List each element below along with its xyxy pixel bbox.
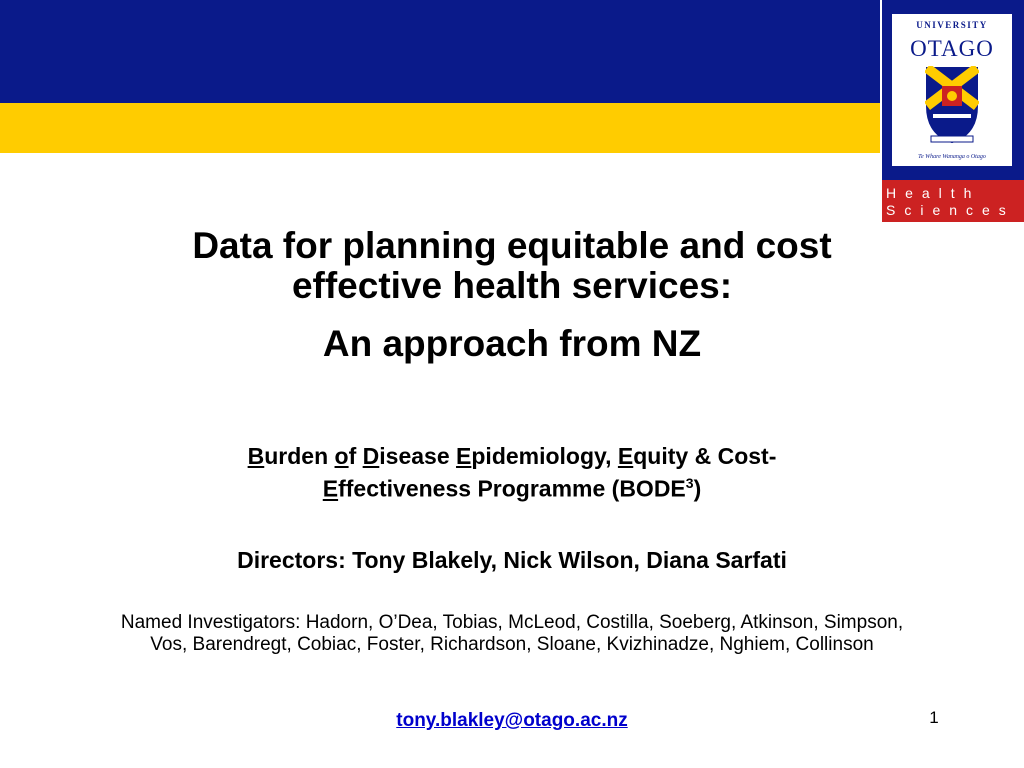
slide-subtitle: An approach from NZ xyxy=(322,323,702,364)
directors-line: Directors: Tony Blakely, Nick Wilson, Diana Sarfati xyxy=(237,547,787,573)
letter-e-epidemiology: E xyxy=(456,443,472,469)
programme-text-2: f xyxy=(348,443,363,469)
named-investigators: Named Investigators: Hadorn, O’Dea, Tobias, McLeod, Costilla, Soeberg, Atkinson, Simpson, Vos, Barendregt, Cobiac, Foster, Richardson, Sloane, Kvizhinadze, Nghiem, Collinson xyxy=(120,612,904,655)
logo-panel xyxy=(892,14,1012,166)
letter-e-effectiveness: E xyxy=(322,475,339,502)
health-label: Health xyxy=(886,185,981,201)
programme-text-5: quity & Cost- xyxy=(633,443,777,469)
logo-university-text: UNIVERSITY xyxy=(916,20,988,30)
header-blue-band xyxy=(0,0,880,103)
programme-text-1: urden xyxy=(264,443,335,469)
crest-icon xyxy=(925,66,979,144)
programme-superscript: 3 xyxy=(685,475,694,491)
logo-motto: Te Whare Wananga o Otago xyxy=(918,154,986,160)
header-yellow-band xyxy=(0,103,880,153)
letter-b: B xyxy=(247,443,265,469)
letter-d: D xyxy=(362,443,380,469)
programme-text-3: isease xyxy=(379,443,457,469)
contact-email-link[interactable]: tony.blakley@otago.ac.nz xyxy=(396,710,628,731)
programme-text-6: ffectiveness Programme (BODE xyxy=(338,475,686,502)
letter-e-equity: E xyxy=(617,443,634,469)
programme-text-7: ) xyxy=(693,475,702,502)
programme-text-4: pidemiology, xyxy=(471,443,618,469)
page-number: 1 xyxy=(929,708,939,727)
letter-o: o xyxy=(334,443,349,469)
slide-title: Data for planning equitable and cost effective health services: xyxy=(192,225,832,306)
logo-otago-text: OTAGO xyxy=(910,36,994,61)
sciences-label: Sciences xyxy=(886,202,1015,218)
health-sciences-banner xyxy=(882,180,1024,222)
programme-name xyxy=(130,443,894,503)
